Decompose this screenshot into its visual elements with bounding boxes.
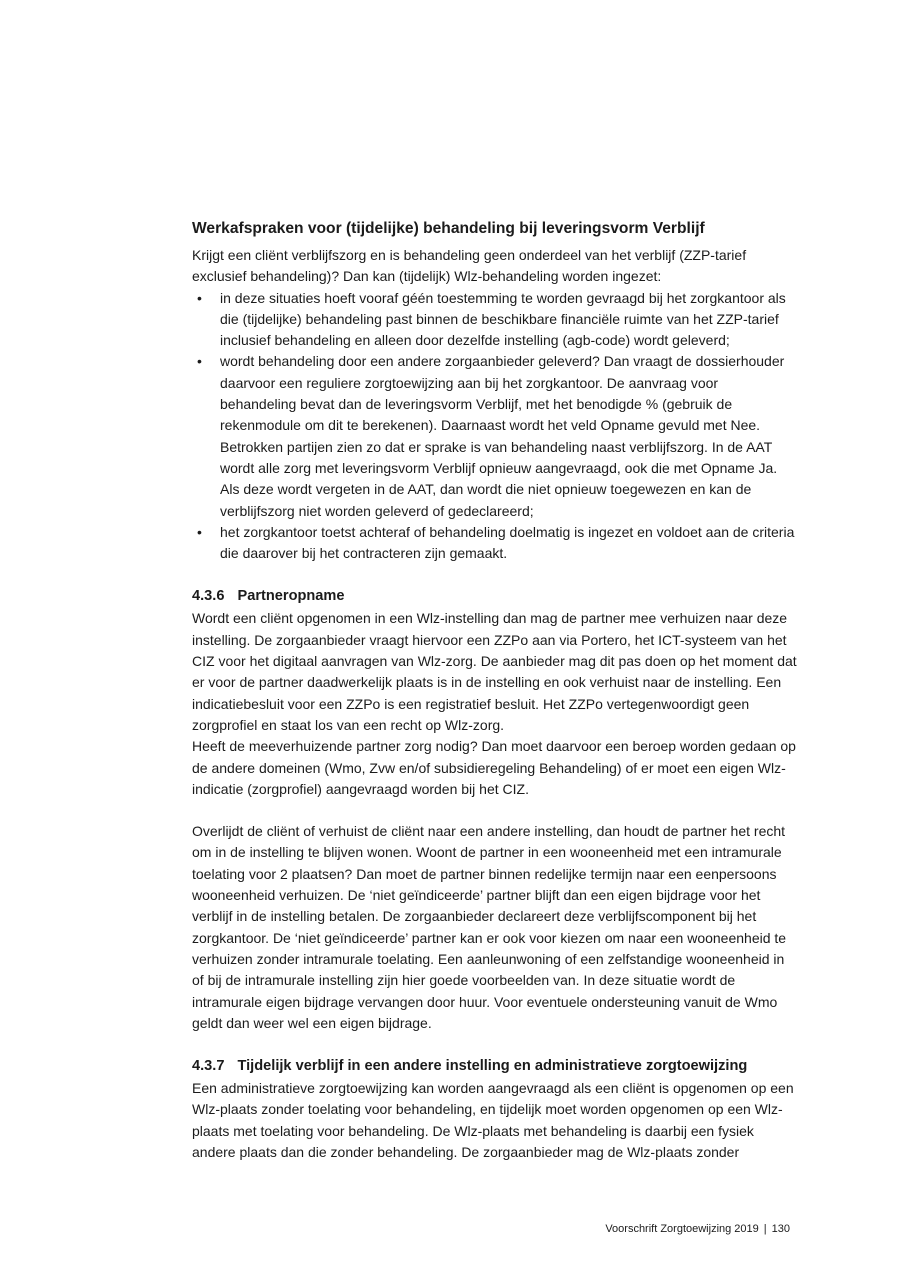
section-title-partneropname: Partneropname — [237, 588, 345, 605]
paragraph-partneropname-1: Wordt een cliënt opgenomen in een Wlz-instelling dan mag de partner mee verhuizen naar deze instelling. De zorgaanbieder vraagt hiervoor een ZZPo aan via Portero, het ICT-systeem van het CIZ voor het digitaal aanvragen van Wlz-zorg. De aanbieder mag dit pas doen op het moment dat er voor de partner daadwerkelijk plaats is in de instelling en ook verhuist naar de instelling. Een indicatiebesluit voor een ZZPo is een registratief besluit. Het ZZPo vertegenwoordigt geen zorgprofiel en staat los van een recht op Wlz-zorg. — [192, 610, 797, 733]
intro-paragraph: Krijgt een cliënt verblijfszorg en is behandeling geen onderdeel van het verblijf (ZZP-tarief exclusief behandeling)? Dan kan (tijdelijk) Wlz-behandeling worden ingezet: — [192, 247, 747, 285]
section-number-4-3-7: 4.3.7 — [192, 1058, 225, 1075]
bullet-item-1: • in deze situaties hoeft vooraf géén toestemming te worden gevraagd bij het zorgkantoor als die (tijdelijke) behandeling past binnen de beschikbare financiële ruimte van het ZZP-tarief inclusief behandeling en alleen door dezelfde instelling (agb-code) wordt geleverd; — [192, 288, 798, 352]
footer-page-number: 130 — [771, 1223, 790, 1235]
footer-document-title: Voorschrift Zorgtoewijzing 2019 — [605, 1223, 759, 1235]
page-footer — [605, 1222, 790, 1236]
section-heading-4-3-7 — [192, 1056, 798, 1076]
bullet-list — [192, 288, 798, 565]
footer-separator: | — [763, 1223, 767, 1235]
bullet-item-3: • het zorgkantoor toetst achteraf of behandeling doelmatig is ingezet en voldoet aan de criteria die daarover bij het contracteren zijn gemaakt. — [192, 522, 798, 565]
heading-werkafspraken: Werkafspraken voor (tijdelijke) behandeling bij leveringsvorm Verblijf — [192, 220, 705, 237]
section-title-tijdelijk-verblijf: Tijdelijk verblijf in een andere instelling en administratieve zorgtoewijzing — [237, 1058, 748, 1075]
bullet-item-2: • wordt behandeling door een andere zorgaanbieder geleverd? Dan vraagt de dossierhouder daarvoor een reguliere zorgtoewijzing aan bij het zorgkantoor. De aanvraag voor behandeling bevat dan de leveringsvorm Verblijf, met het benodigde % (gebruik de rekenmodule om dit te berekenen). Daarnaast wordt het veld Opname gevuld met Nee. Betrokken partijen zien zo dat er sprake is van behandeling naast verblijfszorg. In de AAT wordt alle zorg met leveringsvorm Verblijf opnieuw aangevraagd, ook die met Opname Ja. Als deze wordt vergeten in de AAT, dan wordt die niet opnieuw toegewezen en kan de verblijfszorg niet worden geleverd of gedeclareerd; — [192, 351, 798, 521]
paragraph-partneropname-2: Heeft de meeverhuizende partner zorg nodig? Dan moet daarvoor een beroep worden gedaan op de andere domeinen (Wmo, Zvw en/of subsidieregeling Behandeling) of er moet een eigen Wlz-indicatie (zorgprofiel) aangevraagd worden bij het CIZ. — [192, 738, 796, 797]
section-heading-4-3-6 — [192, 586, 798, 606]
paragraph-tijdelijk-verblijf-1: Een administratieve zorgtoewijzing kan worden aangevraagd als een cliënt is opgenomen op een Wlz-plaats zonder toelating voor behandeling, en tijdelijk moet worden opgenomen op een Wlz-plaats met toelating voor behandeling. De Wlz-plaats met behandeling is daarbij een fysiek andere plaats dan die zonder behandeling. De zorgaanbieder mag de Wlz-plaats zonder — [192, 1080, 794, 1160]
page-content — [192, 219, 798, 1163]
section-number-4-3-6: 4.3.6 — [192, 588, 225, 605]
paragraph-partneropname-3: Overlijdt de cliënt of verhuist de cliënt naar een andere instelling, dan houdt de partner het recht om in de instelling te blijven wonen. Woont de partner in een wooneenheid met een intramurale toelating voor 2 plaatsen? Dan moet de partner binnen redelijke termijn naar een eenpersoons wooneenheid verhuizen. De ‘niet geïndiceerde’ partner blijft dan een eigen bijdrage voor het verblijf in de instelling betalen. De zorgaanbieder declareert deze verblijfscomponent bij het zorgkantoor. De ‘niet geïndiceerde’ partner kan er ook voor kiezen om naar een wooneenheid te verhuizen zonder intramurale toelating. Een aanleunwoning of een zelfstandige wooneenheid in of bij de intramurale instelling zijn hier goede voorbeelden van. In deze situatie wordt de intramurale eigen bijdrage vervangen door huur. Voor eventuele ondersteuning vanuit de Wmo geldt dan weer wel een eigen bijdrage. — [192, 823, 787, 1031]
